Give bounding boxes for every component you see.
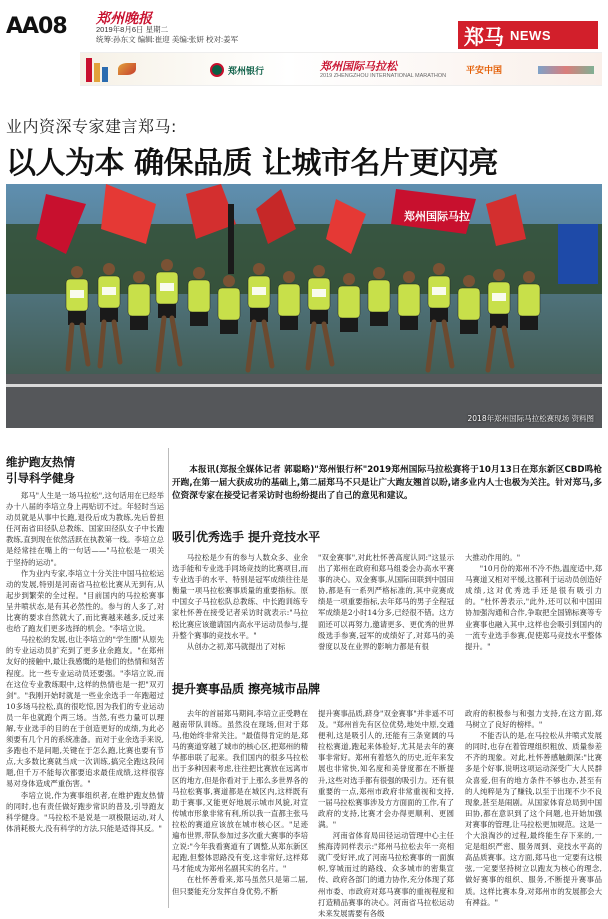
section1-column-2 (318, 552, 454, 668)
sponsor-banner (80, 52, 602, 86)
sidebar-paragraph: 马拉松的发展,也让李培立的"学生圈"从原先的专业运动员扩充到了更多业余跑友。"在郑州友好的接触中,最让我感慨的是他们的热情和刻苦程度。比一些专业运动员还要强。"李培立说,而在这位专业教练眼中,这样的热情也是一把"双刃剑"。"我刚开始时就是一些业余选手一年跑超过10多场马拉松,真的很吃惊,因为我们的专业运动员一年也就跑个两三场。当然,有些力量可以理解,专业选手的目的在于创造更好的成绩,为此必须要有几个月的系统准备。而对于业余选手来说,多跑也不是问题,关键在于怎么跑,比赛也要有节点,大多数比赛就当成一次训练,搞完全跑这段问题,但千万不能每次都要追求最佳成绩,这样很容易对身体造成严重伤害。" (6, 635, 164, 789)
bank-logo-icon (210, 63, 224, 77)
sidebar-paragraph: 郑马"人生是一场马拉松",这句话用在已经举办十八届的李培立身上再贴切不过。年轻时当运动员就是从事中长跑,退役后成为教练,先后曾担任河南省田径队总教练、国家田径队女子中长跑教练,直到现在依然活跃在执教第一线。李培立总是经常挂在嘴上的一句话——"马拉松是一项关于坚持的运动"。 (6, 491, 164, 567)
sidebar-title (6, 454, 164, 486)
section1-column-1 (172, 552, 308, 668)
body-paragraph: "10月份的郑州不冷不热,温度适中,郑马赛道又相对平缓,这都利于运动员创造好成绩,这对优秀选手还是很有吸引力的。"杜怀善表示,"此外,还可以和中国田协加强沟通和合作,争取把全国锦标赛等专业赛事也融入其中,这样也会吸引到国内的一流专业选手参赛,促使郑马竞技水平整体提升。" (465, 564, 602, 651)
column-divider (168, 448, 169, 908)
body-paragraph: 去年的首届郑马期间,李培立正受聘在越南带队训练。虽然没在现场,但对于郑马,他始终非常关注。"最值得肯定的是,郑马的赛道穿越了城市的核心区,把郑州的精华都串联了起来。我们国内的很多马拉松出于多种因素考虑,往往把比赛放在远离市区的地方,但是你看对于上那么多世界各的马拉松赛事,赛道都是在城区内,这样既有助于赛事,又能更好地展示城市风貌,对宣传城市形象非常有利,所以我一直都主张马拉松的赛道应该放在城市核心区。"足迹遍布世界,带队参加过多次重大赛事的李培立说:"今年我看赛道有了调整,从郑东新区起跑,但整体思路没有变,这非常好,这样郑马才能成为郑州名副其实的名片。" (172, 709, 308, 874)
race-photo (6, 184, 602, 428)
main-headline: 以人为本 确保品质 让城市名片更闪亮 (6, 146, 498, 181)
marathon-logo-text: 郑州国际马拉松 (320, 60, 397, 73)
body-paragraph: 从创办之初,郑马就提出了对标 (186, 641, 286, 651)
sponsor-strip (538, 66, 594, 74)
page-header (0, 0, 608, 50)
headline-kicker: 业内资深专家建言郑马: (6, 117, 177, 136)
section1-column-3 (465, 552, 602, 668)
photo-caption: 2018年郑州国际马拉松赛现场 资料图 (467, 414, 594, 423)
article-lead: 本报讯(郑报全媒体记者 郭聪略)"郑州银行杯"2019郑州国际马拉松赛将于10月13日在郑东新区CBD鸣枪开跑,在第一届大获成功的基础上,第二届郑马不只是让广大跑友翘首以盼,诸多业内人士也极为关注。针对郑马,多位资深专家在接受记者采访时也纷纷提出了自己的意见和建议。 (172, 465, 602, 502)
section2-column-1 (172, 708, 308, 908)
body-paragraph: 政府的积极参与和强力支持,在这方面,郑马树立了良好的榜样。" (465, 709, 602, 730)
page-code: AA08 (6, 14, 67, 39)
section2-column-2 (318, 708, 454, 918)
body-paragraph: 提升赛事品质,跻身"双金赛事"并非遥不可及。"郑州首先有区位优势,地处中原,交通便利,这是吸引人的,还能有三条宽阔的马拉松赛道,跑起来体验好,尤其是去年的赛事非常好。郑州有着悠久的历史,近年来发展也非常快,知名度和美誉度都在不断提升,这些对选手都有很强的吸引力。还有很重要的一点,郑州市政府非常重视和支持,一届马拉松赛事涉及方方面面的工作,有了政府的支持,比赛才会办得更顺利、更圆满。" (318, 709, 454, 829)
sidebar-article (6, 490, 164, 908)
sidebar-paragraph: 李培立说,作为赛事组织者,在维护跑友热情的同时,也有责任做好跑步常识的普及,引导跑友科学健身。"马拉松不是说是一项极限运动,对人体消耗极大,没有科学的方法,只能是适得其反。" (6, 790, 164, 833)
section2-title: 提升赛事品质 擦亮城市品牌 (172, 682, 321, 696)
sidebar-title-line1: 维护跑友热情 (6, 455, 75, 469)
section-badge (458, 21, 598, 49)
issue-date: 2019年8月6日 星期二 (96, 25, 169, 34)
section2-column-3 (465, 708, 602, 908)
marathon-runners-image (6, 184, 602, 428)
body-paragraph: 马拉松是少有的参与人数众多、业余选手能和专业选手同场竞技的比赛项目,而专业选手的水平、特别是冠军成绩往往是衡量一项马拉松赛事质量的重要指标。原中国女子马拉松队总教练、中长跑训练专家杜怀善在接受记者采访时就表示:"马拉松比赛应该邀请国内高水平运动员参与,提升整个赛事的竞技水平。" (172, 553, 308, 640)
bank-name: 郑州银行 (228, 66, 265, 77)
section-name: 郑马 (464, 24, 504, 49)
section-name-en: NEWS (510, 27, 551, 43)
sidebar-paragraph: 作为业内专家,李培立十分关注中国马拉松运动的发展,特别是河南省马拉松比赛从无到有,从起步到繁荣的全过程。"目前国内的马拉松赛事呈井喷状态,是有其必然性的。参与的人多了,对比赛的要求自然就大了,而比赛越来越多,反过来也给了跑友们更多选择的机会。"李培立说。 (6, 568, 164, 634)
photo-banner-text: 郑州国际马拉 (404, 210, 470, 223)
banner-leaf-icon (118, 63, 136, 75)
editor-credits: 统筹:孙东文 编辑:崔迎 美编:张妍 校对:姜军 (96, 35, 239, 44)
body-paragraph: 大推动作用的。" (465, 553, 521, 562)
sponsor-name: 平安中国 (466, 66, 503, 76)
body-paragraph: 不能否认的是,在马拉松从井喷式发展的同时,也存在着管理组织粗放、质量参差不齐的现象。对此,杜怀善感触颇深:"比赛多是个好事,说明这项运动深受广大人民群众喜爱,但有的地方条件不够也办,甚至有的人纯粹是为了赚钱,以至于出现不少不良现象,甚至是闹剧。从国家体育总局到中国田协,都在意识到了这个问题,也开始加强对赛事的管理,让马拉松更加规范。这是一个大浪淘沙的过程,最终能生存下来的,一定是组织严密、服务周到、竞技水平高的高品质赛事。这方面,郑马也一定要有这根弦,一定要坚持树立以跑友为核心的理念,做好赛事的组织、服务,不断提升赛事品质。这样比赛本身,对郑州市的发展都会大有裨益。" (465, 731, 602, 907)
body-paragraph: "双金赛事",对此杜怀善高度认同:"这显示出了郑州在政府和郑马组委会办高水平赛事的决心。双金赛事,从国际田联到中国田协,都是有一系列严格标准的,其中竞赛成绩是一项重要指标,去年郑马的男子全程冠军成绩是2小时14分多,已经很不错。这方面还可以再努力,邀请更多、更优秀的世界级选手参赛,冠军的成绩好了,对郑马的美誉度以及在业界的影响力都是有很 (318, 553, 454, 651)
body-paragraph: 河南省体育局田径运动管理中心主任熊海涛同样表示:"郑州马拉松去年一亮相就广受好评,成了河南马拉松赛事的一面旗帜,穿城而过的路线、众多城市的密集宣传、政府各部门的通力协作,充分体现了郑州市委、市政府对郑马赛事的重视程度和打造精品赛事的决心。河南省马拉松运动未来发展需要有各级 (318, 831, 454, 918)
body-paragraph: 在杜怀善看来,郑马虽然只是第二届,但只要能充分发挥自身优势,不断 (172, 875, 308, 896)
section1-title: 吸引优秀选手 提升竞技水平 (172, 530, 321, 544)
masthead-logo: 郑州晚报 (96, 11, 152, 27)
sidebar-title-line2: 引导科学健身 (6, 471, 75, 485)
marathon-logo-en: 2019 ZHENGZHOU INTERNATIONAL MARATHON (320, 73, 447, 79)
bank-logo (210, 61, 264, 79)
marathon-mark-icon (84, 55, 110, 85)
